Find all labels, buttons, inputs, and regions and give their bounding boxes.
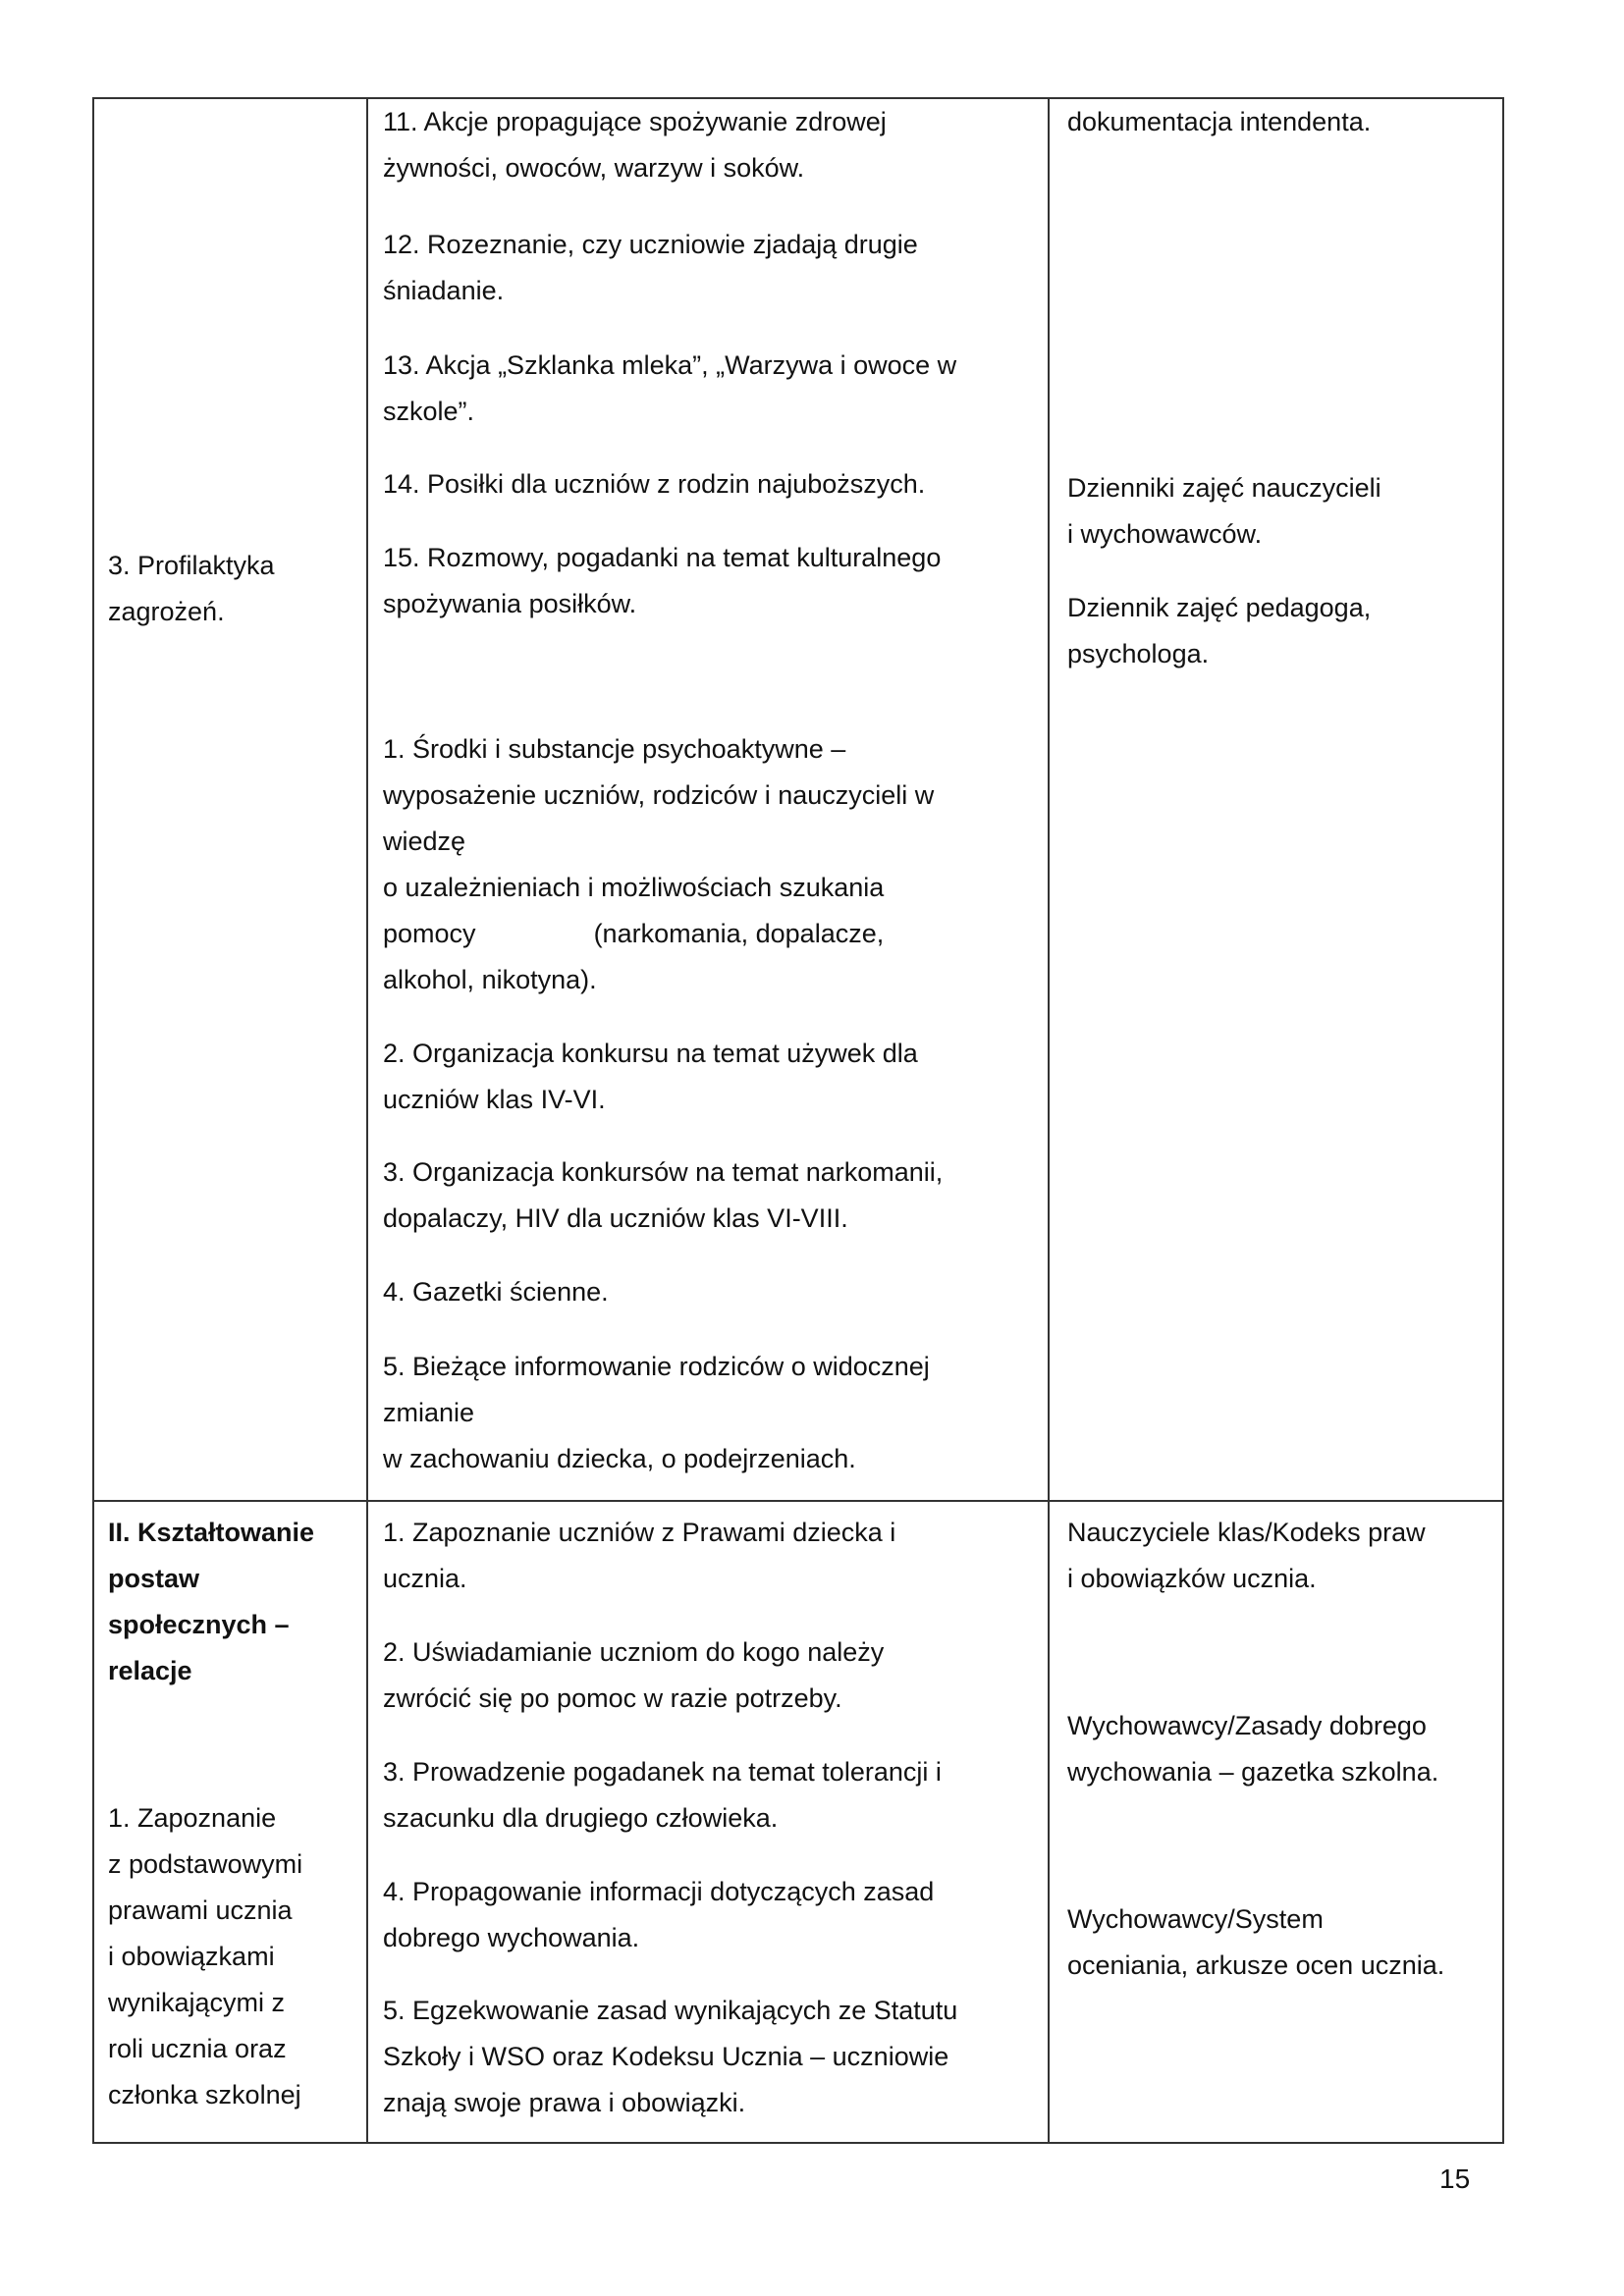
text-line: i obowiązkami <box>108 1942 275 1971</box>
text-line: wynikającymi z <box>108 1988 286 2017</box>
task-item <box>383 726 934 1003</box>
task-item <box>383 1510 895 1602</box>
text-line: szkole”. <box>383 397 475 426</box>
text-line: członka szkolnej <box>108 2080 301 2109</box>
text-line: roli ucznia oraz <box>108 2034 287 2063</box>
documentation-item <box>1067 1896 1444 1989</box>
text-line: psychologa. <box>1067 639 1210 668</box>
text-line: 13. Akcja „Szklanka mleka”, „Warzywa i owoce w <box>383 350 957 380</box>
task-item <box>383 1749 942 1842</box>
text-line: ucznia. <box>383 1564 467 1593</box>
text-line: 4. Gazetki ścienne. <box>383 1277 609 1307</box>
page-number: 15 <box>1439 2163 1471 2194</box>
text-line: wiedzę <box>383 827 466 856</box>
text-line: 3. Prowadzenie pogadanek na temat tolerancji i <box>383 1757 942 1787</box>
task-item <box>383 1629 884 1722</box>
text-line: 12. Rozeznanie, czy uczniowie zjadają drugie <box>383 230 918 259</box>
text-line: 2. Organizacja konkursu na temat używek dla <box>383 1039 918 1068</box>
task-item <box>383 1031 918 1123</box>
column-divider <box>1048 97 1050 2144</box>
text-line: i obowiązków ucznia. <box>1067 1564 1317 1593</box>
text-line: 1. Zapoznanie <box>108 1803 277 1833</box>
text-line: o uzależnieniach i możliwościach szukania <box>383 873 885 902</box>
text-line: 5. Bieżące informowanie rodziców o widocznej <box>383 1352 930 1381</box>
text-line: śniadanie. <box>383 276 505 305</box>
text-line: 3. Organizacja konkursów na temat narkomanii, <box>383 1157 944 1187</box>
text-line: oceniania, arkusze ocen ucznia. <box>1067 1950 1445 1980</box>
goal-text <box>108 1795 302 2118</box>
text-line: 14. Posiłki dla uczniów z rodzin najuboższych. <box>383 469 926 499</box>
task-item <box>383 1869 934 1961</box>
text-line: 2. Uświadamianie uczniom do kogo należy <box>383 1637 885 1667</box>
text-line: dobrego wychowania. <box>383 1923 640 1952</box>
text-line: zmianie <box>383 1398 475 1427</box>
task-item <box>383 222 918 314</box>
text-line: 3. Profilaktyka <box>108 551 275 580</box>
text-line: zwrócić się po pomoc w razie potrzeby. <box>383 1683 842 1713</box>
task-item <box>383 535 941 627</box>
text-line: z podstawowymi <box>108 1849 303 1879</box>
column-divider <box>366 97 368 2144</box>
text-line: żywności, owoców, warzyw i soków. <box>383 153 805 183</box>
task-item <box>383 343 956 435</box>
task-item <box>383 99 887 191</box>
text-line: 11. Akcje propagujące spożywanie zdrowej <box>383 107 887 136</box>
task-item <box>383 461 925 507</box>
documentation-item <box>1067 99 1371 145</box>
text-line: spożywania posiłków. <box>383 589 637 618</box>
text-line: II. Kształtowanie <box>108 1518 315 1547</box>
text-line: Nauczyciele klas/Kodeks praw <box>1067 1518 1426 1547</box>
text-line: społecznych – <box>108 1610 290 1639</box>
text-line: zagrożeń. <box>108 597 225 626</box>
text-line: Szkoły i WSO oraz Kodeksu Ucznia – uczniowie <box>383 2042 949 2071</box>
text-line: i wychowawców. <box>1067 519 1263 549</box>
text-line: relacje <box>108 1656 192 1685</box>
text-line: postaw <box>108 1564 200 1593</box>
text-line: 5. Egzekwowanie zasad wynikających ze Statutu <box>383 1996 958 2025</box>
text-line: prawami ucznia <box>108 1896 293 1925</box>
text-line: 4. Propagowanie informacji dotyczących zasad <box>383 1877 935 1906</box>
text-line: wychowania – gazetka szkolna. <box>1067 1757 1439 1787</box>
text-line: znają swoje prawa i obowiązki. <box>383 2088 746 2117</box>
text-line: dokumentacja intendenta. <box>1067 107 1372 136</box>
documentation-item <box>1067 585 1371 677</box>
text-line: Dzienniki zajęć nauczycieli <box>1067 473 1381 503</box>
row-divider <box>92 1500 1504 1502</box>
text-line: uczniów klas IV-VI. <box>383 1085 606 1114</box>
documentation-item <box>1067 465 1381 558</box>
text-line: Wychowawcy/System <box>1067 1904 1324 1934</box>
text-line: szacunku dla drugiego człowieka. <box>383 1803 779 1833</box>
text-line: dopalaczy, HIV dla uczniów klas VI-VIII. <box>383 1203 848 1233</box>
text-line: w zachowaniu dziecka, o podejrzeniach. <box>383 1444 856 1473</box>
task-item <box>383 1344 930 1482</box>
task-item <box>383 1988 957 2126</box>
task-item <box>383 1149 943 1242</box>
text-line: Dziennik zajęć pedagoga, <box>1067 593 1372 622</box>
text-line: 1. Zapoznanie uczniów z Prawami dziecka i <box>383 1518 896 1547</box>
area-title-profilaktyka <box>108 543 275 635</box>
section-heading <box>108 1510 314 1694</box>
documentation-item <box>1067 1510 1426 1602</box>
text-line: alkohol, nikotyna). <box>383 965 597 994</box>
text-line: Wychowawcy/Zasady dobrego <box>1067 1711 1427 1740</box>
text-line: pomocy (narkomania, dopalacze, <box>383 919 885 948</box>
text-line: 15. Rozmowy, pogadanki na temat kulturalnego <box>383 543 942 572</box>
task-item <box>383 1269 609 1315</box>
documentation-item <box>1067 1703 1438 1795</box>
text-line: wyposażenie uczniów, rodziców i nauczycieli w <box>383 780 935 810</box>
text-line: 1. Środki i substancje psychoaktywne – <box>383 734 846 764</box>
